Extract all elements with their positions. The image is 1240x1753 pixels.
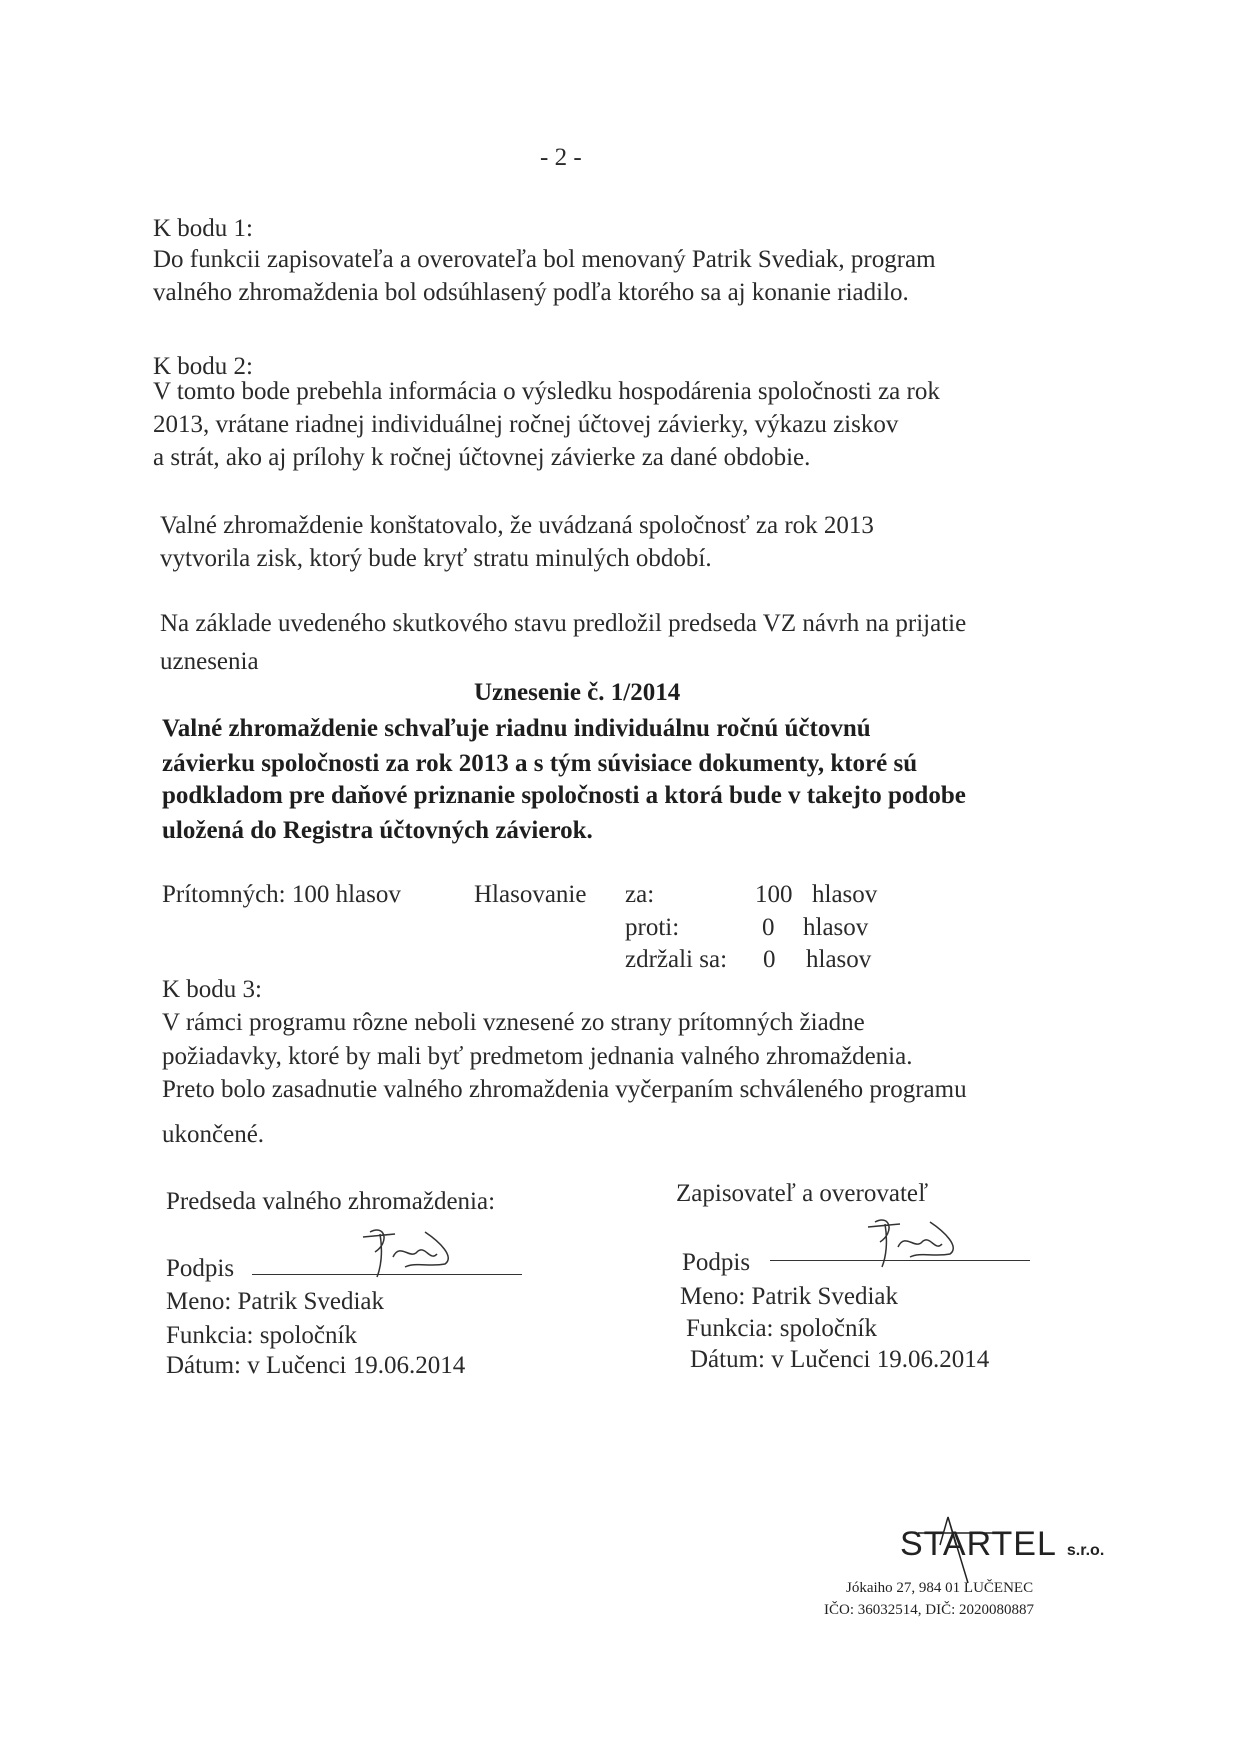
text-line: uznesenia: [160, 648, 259, 675]
recorder-role: Zapisovateľ a overovateľ: [676, 1180, 929, 1207]
text-line: a strát, ako aj prílohy k ročnej účtovnej závierke za dané obdobie.: [153, 444, 811, 471]
text-line: 2013, vrátane riadnej individuálnej ročnej účtovej závierky, výkazu ziskov: [153, 411, 899, 438]
text-line: ukončené.: [162, 1121, 265, 1148]
vote-abstain-label: zdržali sa:: [625, 946, 728, 973]
signer-function: Funkcia: spoločník: [686, 1315, 877, 1342]
point3-heading: K bodu 3:: [162, 976, 262, 1003]
company-ids: IČO: 36032514, DIČ: 2020080887: [824, 1602, 1034, 1618]
company-stamp: [900, 1525, 1104, 1564]
company-suffix: s.r.o.: [1066, 1542, 1105, 1559]
resolution-line: uložená do Registra účtovných závierok.: [162, 817, 593, 844]
company-address: Jókaiho 27, 984 01 LUČENEC: [846, 1580, 1034, 1596]
chairman-role: Predseda valného zhromaždenia:: [166, 1188, 496, 1215]
sign-label: Podpis: [682, 1249, 751, 1276]
vote-abstain-count: 0: [763, 946, 776, 973]
sign-date: Dátum: v Lučenci 19.06.2014: [166, 1352, 466, 1379]
vote-for-count: 100: [755, 881, 793, 908]
page-number: - 2 -: [540, 144, 582, 171]
vote-for-label: za:: [625, 881, 655, 908]
vote-against-count: 0: [762, 914, 775, 941]
vote-for-unit: hlasov: [812, 881, 878, 908]
text-line: V tomto bode prebehla informácia o výsledku hospodárenia spoločnosti za rok: [153, 378, 940, 405]
text-line: Valné zhromaždenie konštatovalo, že uvádzaná spoločnosť za rok 2013: [160, 512, 874, 539]
resolution-line: závierku spoločnosti za rok 2013 a s tým súvisiace dokumenty, ktoré sú: [162, 750, 918, 777]
voting-label: Hlasovanie: [474, 881, 587, 908]
signer-name: Meno: Patrik Svediak: [166, 1288, 385, 1315]
resolution-line: podkladom pre daňové priznanie spoločnosti a ktorá bude v takejto podobe: [162, 782, 966, 809]
resolution-line: Valné zhromaždenie schvaľuje riadnu individuálnu ročnú účtovnú: [162, 715, 871, 742]
point1-heading: K bodu 1:: [153, 215, 253, 242]
voting-present: Prítomných: 100 hlasov: [162, 881, 401, 908]
text-line: valného zhromaždenia bol odsúhlasený podľa ktorého sa aj konanie riadilo.: [153, 279, 909, 306]
sign-label: Podpis: [166, 1255, 235, 1282]
handwritten-signature: [355, 1222, 465, 1282]
text-line: Preto bolo zasadnutie valného zhromaždenia vyčerpaním schváleného programu: [162, 1076, 967, 1103]
resolution-title: Uznesenie č. 1/2014: [474, 679, 681, 706]
sign-date: Dátum: v Lučenci 19.06.2014: [690, 1346, 990, 1373]
text-line: V rámci programu rôzne neboli vznesené zo strany prítomných žiadne: [162, 1009, 865, 1036]
handwritten-signature: [860, 1212, 970, 1272]
vote-abstain-unit: hlasov: [806, 946, 872, 973]
company-name: STARTEL: [900, 1525, 1057, 1563]
text-line: požiadavky, ktoré by mali byť predmetom jednania valného zhromaždenia.: [162, 1043, 913, 1070]
vote-against-label: proti:: [625, 914, 680, 941]
text-line: vytvorila zisk, ktorý bude kryť stratu minulých období.: [160, 545, 712, 572]
signer-function: Funkcia: spoločník: [166, 1322, 357, 1349]
vote-against-unit: hlasov: [803, 914, 869, 941]
text-line: Do funkcii zapisovateľa a overovateľa bol menovaný Patrik Svediak, program: [153, 246, 936, 273]
point2-heading: K bodu 2:: [153, 353, 253, 380]
text-line: Na základe uvedeného skutkového stavu predložil predseda VZ návrh na prijatie: [160, 610, 967, 637]
signer-name: Meno: Patrik Svediak: [680, 1283, 899, 1310]
